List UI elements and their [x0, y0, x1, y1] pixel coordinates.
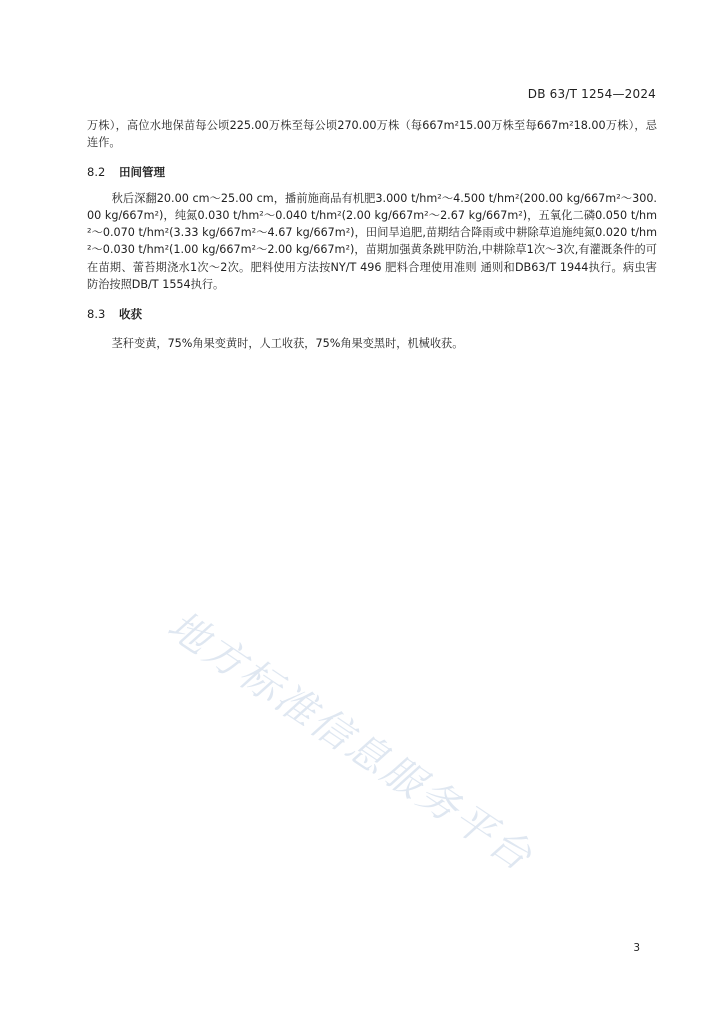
section-8-3-heading	[87, 306, 657, 323]
document-body	[87, 117, 657, 353]
watermark: 地方标准信息服务平台	[159, 602, 542, 882]
standard-code-header: DB 63/T 1254—2024	[527, 87, 656, 101]
section-8-3-title: 收获	[119, 307, 143, 322]
section-8-3-number: 8.3	[87, 307, 106, 322]
section-8-2-number: 8.2	[87, 164, 106, 179]
page-number: 3	[633, 942, 640, 954]
continued-paragraph: 万株），高位水地保苗每公顷225.00万株至每公顷270.00万株（每667m²15.00万株至每667m²18.00万株），忌连作。	[87, 119, 657, 150]
section-8-2-heading	[87, 164, 657, 181]
section-8-2-text: 秋后深翻20.00 cm～25.00 cm，播前施商品有机肥3.000 t/hm²～4.500 t/hm²(200.00 kg/667m²～300.00 kg/667m²)，纯氮0.030 t/hm²～0.040 t/hm²(2.00 kg/667m²～2.67 kg/667m²)，五氧化二磷0.050 t/hm²～0.070 t/hm²(3.33 kg/667m²～4.67 kg/667m²)，田间旱追肥,苗期结合降雨或中耕除草追施纯氮0.020 t/hm²～0.030 t/hm²(1.00 kg/667m²～2.00 kg/667m²)，苗期加强黄条跳甲防治,中耕除草1次～3次,有灌溉条件的可在苗期、蕾苔期浇水1次～2次。肥料使用方法按NY/T 496 肥料合理使用准则 通则和DB63/T 1944执行。病虫害防治按照DB/T 1554执行。	[87, 191, 657, 292]
section-8-3-text: 茎秆变黄，75%角果变黄时，人工收获，75%角果变黑时，机械收获。	[111, 337, 464, 351]
section-8-2-title: 田间管理	[119, 164, 166, 179]
